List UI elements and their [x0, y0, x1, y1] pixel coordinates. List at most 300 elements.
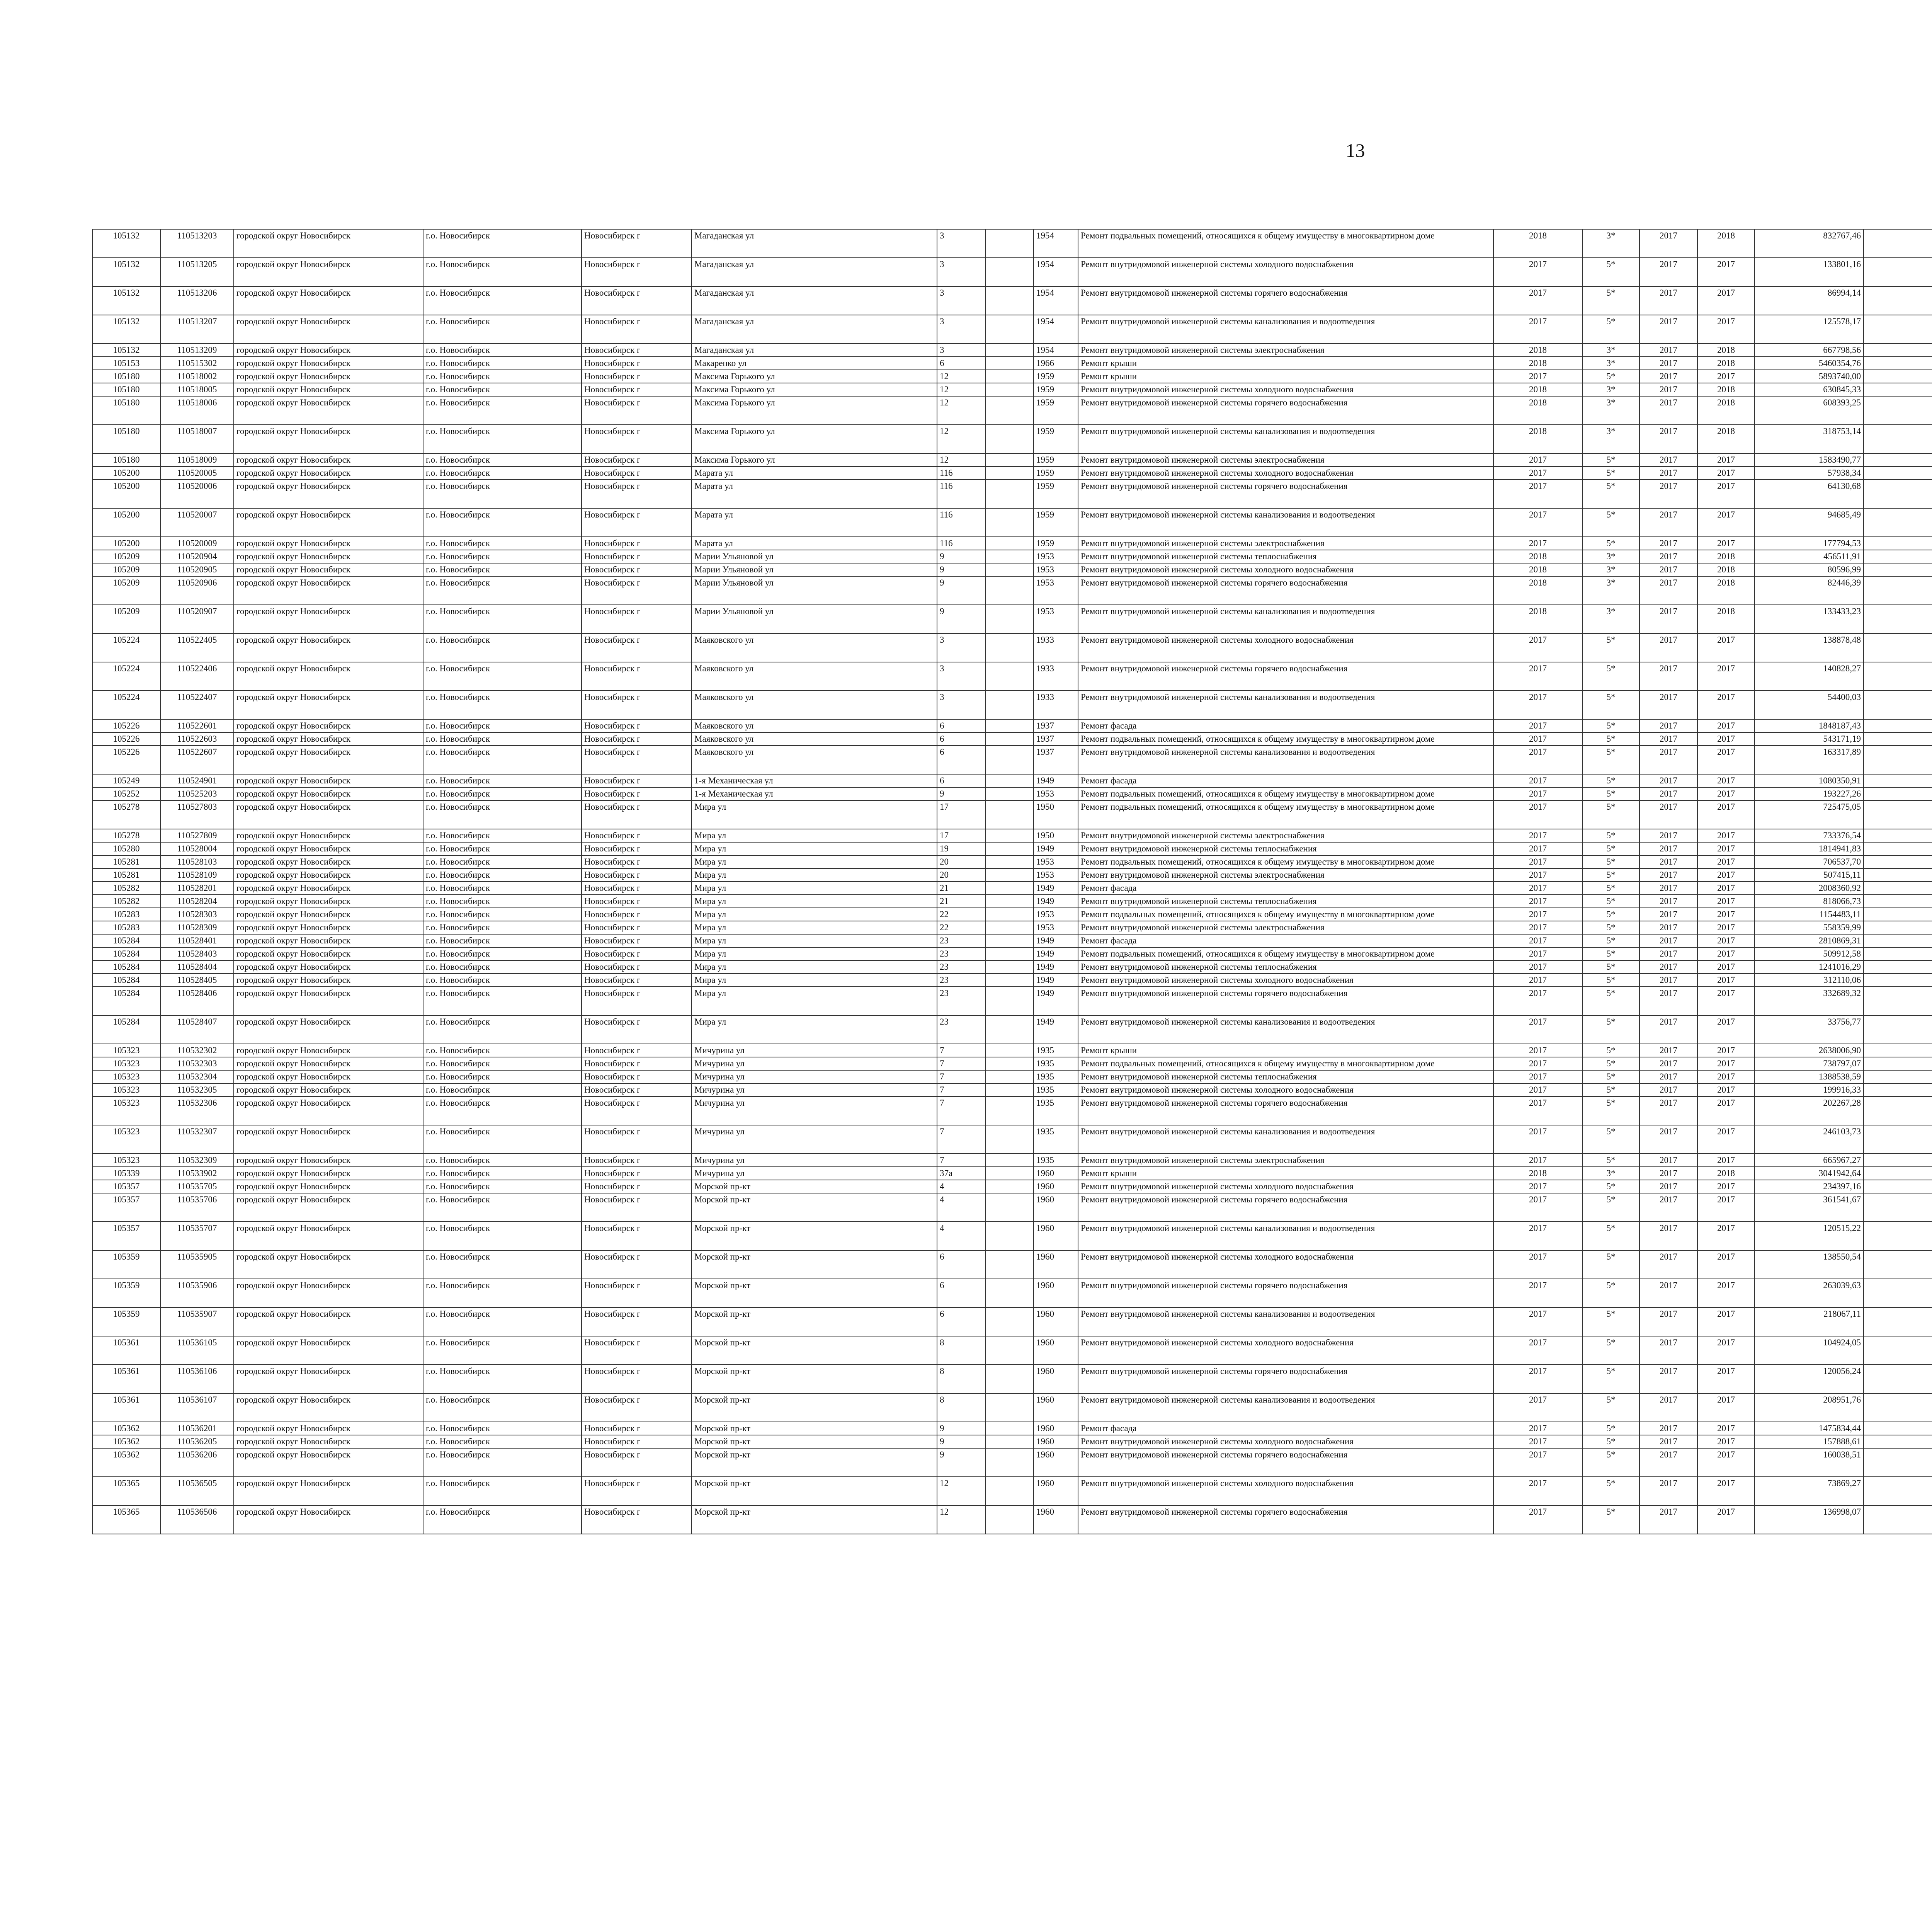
- cell-year-built: 1960: [1034, 1279, 1078, 1308]
- cell-start-year: 2017: [1639, 868, 1697, 882]
- cell-end-year: 2018: [1697, 1167, 1755, 1180]
- cell-start-year: 2017: [1639, 605, 1697, 633]
- cell-municipality: городской округ Новосибирск: [234, 550, 423, 563]
- table-row: [92, 286, 1932, 315]
- cell-locality: Новосибирск г: [582, 800, 692, 829]
- cell-category: 5*: [1582, 1057, 1639, 1070]
- cell-fund-amount: [1864, 344, 1932, 357]
- cell-category: 5*: [1582, 1365, 1639, 1393]
- cell-work-id: 110528004: [160, 842, 234, 855]
- cell-municipality: городской округ Новосибирск: [234, 576, 423, 605]
- cell-end-year: 2017: [1697, 746, 1755, 774]
- cell-building: [985, 746, 1034, 774]
- cell-locality: Новосибирск г: [582, 662, 692, 691]
- cell-locality: Новосибирск г: [582, 466, 692, 480]
- cell-plan-year: 2017: [1493, 800, 1582, 829]
- cell-year-built: 1933: [1034, 691, 1078, 719]
- cell-locality: Новосибирск г: [582, 1154, 692, 1167]
- cell-year-built: 1935: [1034, 1125, 1078, 1154]
- cell-work-type: Ремонт крыши: [1078, 1167, 1493, 1180]
- cell-start-year: 2017: [1639, 1477, 1697, 1505]
- cell-house-number: 12: [937, 453, 985, 466]
- cell-end-year: 2017: [1697, 1477, 1755, 1505]
- cell-locality: Новосибирск г: [582, 787, 692, 800]
- cell-building: [985, 1336, 1034, 1365]
- cell-municipality: городской округ Новосибирск: [234, 286, 423, 315]
- cell-total-cost: 125578,17: [1755, 315, 1864, 344]
- cell-house-number: 7: [937, 1057, 985, 1070]
- cell-house-number: 17: [937, 829, 985, 842]
- cell-street: Макаренко ул: [692, 357, 937, 370]
- cell-category: 5*: [1582, 719, 1639, 732]
- cell-district: г.о. Новосибирск: [423, 774, 582, 787]
- cell-category: 5*: [1582, 1015, 1639, 1044]
- cell-house-id: 105362: [92, 1422, 160, 1435]
- cell-year-built: 1959: [1034, 480, 1078, 508]
- cell-year-built: 1933: [1034, 662, 1078, 691]
- cell-total-cost: 507415,11: [1755, 868, 1864, 882]
- table-row: [92, 1015, 1932, 1044]
- cell-locality: Новосибирск г: [582, 1448, 692, 1477]
- table-row: [92, 774, 1932, 787]
- cell-end-year: 2018: [1697, 605, 1755, 633]
- cell-district: г.о. Новосибирск: [423, 800, 582, 829]
- cell-category: 5*: [1582, 1154, 1639, 1167]
- cell-work-id: 110520905: [160, 563, 234, 576]
- cell-work-id: 110522407: [160, 691, 234, 719]
- cell-district: г.о. Новосибирск: [423, 908, 582, 921]
- cell-municipality: городской округ Новосибирск: [234, 868, 423, 882]
- cell-work-id: 110520005: [160, 466, 234, 480]
- cell-fund-amount: [1864, 868, 1932, 882]
- cell-plan-year: 2017: [1493, 466, 1582, 480]
- cell-total-cost: 361541,67: [1755, 1193, 1864, 1222]
- cell-end-year: 2018: [1697, 563, 1755, 576]
- cell-plan-year: 2017: [1493, 987, 1582, 1015]
- cell-work-id: 110535905: [160, 1250, 234, 1279]
- cell-year-built: 1959: [1034, 383, 1078, 396]
- cell-fund-amount: [1864, 987, 1932, 1015]
- cell-street: Мира ул: [692, 908, 937, 921]
- cell-year-built: 1954: [1034, 315, 1078, 344]
- table-row: [92, 1477, 1932, 1505]
- cell-year-built: 1954: [1034, 258, 1078, 286]
- cell-work-type: Ремонт внутридомовой инженерной системы теплоснабжения: [1078, 895, 1493, 908]
- cell-plan-year: 2017: [1493, 1070, 1582, 1083]
- cell-work-type: Ремонт подвальных помещений, относящихся к общему имуществу в многоквартирном доме: [1078, 800, 1493, 829]
- cell-house-id: 105365: [92, 1477, 160, 1505]
- cell-building: [985, 774, 1034, 787]
- cell-start-year: 2017: [1639, 691, 1697, 719]
- cell-building: [985, 1193, 1034, 1222]
- table-row: [92, 855, 1932, 868]
- cell-start-year: 2017: [1639, 480, 1697, 508]
- cell-locality: Новосибирск г: [582, 855, 692, 868]
- cell-work-id: 110528407: [160, 1015, 234, 1044]
- cell-building: [985, 1279, 1034, 1308]
- cell-work-id: 110532305: [160, 1083, 234, 1096]
- cell-municipality: городской округ Новосибирск: [234, 370, 423, 383]
- cell-work-id: 110528309: [160, 921, 234, 934]
- cell-fund-amount: [1864, 383, 1932, 396]
- cell-work-type: Ремонт внутридомовой инженерной системы горячего водоснабжения: [1078, 662, 1493, 691]
- cell-end-year: 2017: [1697, 315, 1755, 344]
- cell-house-number: 9: [937, 563, 985, 576]
- cell-street: Магаданская ул: [692, 286, 937, 315]
- cell-house-id: 105361: [92, 1336, 160, 1365]
- cell-work-type: Ремонт подвальных помещений, относящихся к общему имуществу в многоквартирном доме: [1078, 787, 1493, 800]
- cell-house-id: 105200: [92, 466, 160, 480]
- cell-category: 5*: [1582, 1477, 1639, 1505]
- cell-house-id: 105284: [92, 987, 160, 1015]
- cell-building: [985, 1393, 1034, 1422]
- cell-end-year: 2017: [1697, 1125, 1755, 1154]
- cell-locality: Новосибирск г: [582, 691, 692, 719]
- cell-house-id: 105249: [92, 774, 160, 787]
- cell-street: Мичурина ул: [692, 1070, 937, 1083]
- cell-street: Морской пр-кт: [692, 1365, 937, 1393]
- cell-house-id: 105365: [92, 1505, 160, 1534]
- cell-municipality: городской округ Новосибирск: [234, 908, 423, 921]
- table-row: [92, 605, 1932, 633]
- cell-house-id: 105323: [92, 1096, 160, 1125]
- cell-fund-amount: [1864, 921, 1932, 934]
- cell-municipality: городской округ Новосибирск: [234, 1096, 423, 1125]
- cell-start-year: 2017: [1639, 396, 1697, 425]
- cell-fund-amount: [1864, 934, 1932, 947]
- cell-fund-amount: [1864, 1057, 1932, 1070]
- cell-year-built: 1937: [1034, 732, 1078, 746]
- cell-locality: Новосибирск г: [582, 1477, 692, 1505]
- cell-work-type: Ремонт внутридомовой инженерной системы горячего водоснабжения: [1078, 987, 1493, 1015]
- cell-work-id: 110536206: [160, 1448, 234, 1477]
- cell-locality: Новосибирск г: [582, 550, 692, 563]
- cell-start-year: 2017: [1639, 315, 1697, 344]
- cell-house-id: 105357: [92, 1180, 160, 1193]
- cell-house-number: 9: [937, 787, 985, 800]
- table-row: [92, 947, 1932, 960]
- cell-municipality: городской округ Новосибирск: [234, 691, 423, 719]
- cell-building: [985, 921, 1034, 934]
- cell-street: Маяковского ул: [692, 691, 937, 719]
- cell-municipality: городской округ Новосибирск: [234, 537, 423, 550]
- table-row: [92, 1222, 1932, 1250]
- cell-building: [985, 868, 1034, 882]
- cell-locality: Новосибирск г: [582, 344, 692, 357]
- cell-municipality: городской округ Новосибирск: [234, 829, 423, 842]
- cell-municipality: городской округ Новосибирск: [234, 605, 423, 633]
- cell-work-type: Ремонт крыши: [1078, 357, 1493, 370]
- cell-house-id: 105284: [92, 947, 160, 960]
- cell-municipality: городской округ Новосибирск: [234, 258, 423, 286]
- cell-fund-amount: [1864, 1070, 1932, 1083]
- cell-total-cost: 706537,70: [1755, 855, 1864, 868]
- cell-house-id: 105361: [92, 1393, 160, 1422]
- table-row: [92, 934, 1932, 947]
- cell-category: 5*: [1582, 829, 1639, 842]
- cell-end-year: 2017: [1697, 908, 1755, 921]
- cell-house-id: 105224: [92, 691, 160, 719]
- cell-year-built: 1960: [1034, 1505, 1078, 1534]
- cell-work-type: Ремонт внутридомовой инженерной системы канализования и водоотведения: [1078, 746, 1493, 774]
- cell-district: г.о. Новосибирск: [423, 1154, 582, 1167]
- cell-fund-amount: [1864, 774, 1932, 787]
- cell-house-number: 4: [937, 1193, 985, 1222]
- cell-year-built: 1953: [1034, 921, 1078, 934]
- cell-category: 5*: [1582, 1308, 1639, 1336]
- cell-street: Мира ул: [692, 974, 937, 987]
- cell-start-year: 2017: [1639, 537, 1697, 550]
- cell-work-id: 110532303: [160, 1057, 234, 1070]
- cell-plan-year: 2017: [1493, 1180, 1582, 1193]
- cell-work-id: 110520007: [160, 508, 234, 537]
- cell-district: г.о. Новосибирск: [423, 1057, 582, 1070]
- cell-fund-amount: [1864, 1393, 1932, 1422]
- cell-house-number: 9: [937, 550, 985, 563]
- cell-house-number: 12: [937, 383, 985, 396]
- cell-building: [985, 453, 1034, 466]
- cell-start-year: 2017: [1639, 908, 1697, 921]
- cell-start-year: 2017: [1639, 1435, 1697, 1448]
- cell-house-number: 23: [937, 1015, 985, 1044]
- cell-house-id: 105357: [92, 1222, 160, 1250]
- cell-work-id: 110520907: [160, 605, 234, 633]
- cell-total-cost: 456511,91: [1755, 550, 1864, 563]
- cell-start-year: 2017: [1639, 370, 1697, 383]
- cell-house-id: 105209: [92, 576, 160, 605]
- cell-district: г.о. Новосибирск: [423, 1044, 582, 1057]
- cell-start-year: 2017: [1639, 1015, 1697, 1044]
- cell-plan-year: 2018: [1493, 344, 1582, 357]
- cell-locality: Новосибирск г: [582, 480, 692, 508]
- cell-locality: Новосибирск г: [582, 921, 692, 934]
- table-row: [92, 1096, 1932, 1125]
- cell-municipality: городской округ Новосибирск: [234, 315, 423, 344]
- cell-total-cost: 73869,27: [1755, 1477, 1864, 1505]
- cell-work-id: 110535705: [160, 1180, 234, 1193]
- cell-start-year: 2017: [1639, 425, 1697, 453]
- cell-work-id: 110518007: [160, 425, 234, 453]
- cell-category: 5*: [1582, 895, 1639, 908]
- cell-total-cost: 193227,26: [1755, 787, 1864, 800]
- cell-total-cost: 80596,99: [1755, 563, 1864, 576]
- cell-total-cost: 157888,61: [1755, 1435, 1864, 1448]
- cell-house-id: 105282: [92, 882, 160, 895]
- cell-plan-year: 2017: [1493, 732, 1582, 746]
- cell-building: [985, 537, 1034, 550]
- cell-work-type: Ремонт подвальных помещений, относящихся к общему имуществу в многоквартирном доме: [1078, 855, 1493, 868]
- cell-municipality: городской округ Новосибирск: [234, 453, 423, 466]
- cell-house-number: 6: [937, 774, 985, 787]
- cell-end-year: 2017: [1697, 453, 1755, 466]
- cell-house-id: 105132: [92, 344, 160, 357]
- cell-district: г.о. Новосибирск: [423, 633, 582, 662]
- cell-house-number: 7: [937, 1125, 985, 1154]
- cell-building: [985, 829, 1034, 842]
- cell-total-cost: 120056,24: [1755, 1365, 1864, 1393]
- cell-category: 3*: [1582, 383, 1639, 396]
- cell-street: Морской пр-кт: [692, 1435, 937, 1448]
- cell-street: Маяковского ул: [692, 633, 937, 662]
- cell-fund-amount: [1864, 370, 1932, 383]
- cell-municipality: городской округ Новосибирск: [234, 662, 423, 691]
- cell-fund-amount: [1864, 974, 1932, 987]
- cell-municipality: городской округ Новосибирск: [234, 934, 423, 947]
- cell-street: Морской пр-кт: [692, 1250, 937, 1279]
- cell-work-type: Ремонт внутридомовой инженерной системы теплоснабжения: [1078, 1070, 1493, 1083]
- cell-district: г.о. Новосибирск: [423, 480, 582, 508]
- cell-work-type: Ремонт внутридомовой инженерной системы горячего водоснабжения: [1078, 1193, 1493, 1222]
- cell-year-built: 1960: [1034, 1167, 1078, 1180]
- cell-total-cost: 1848187,43: [1755, 719, 1864, 732]
- cell-year-built: 1953: [1034, 855, 1078, 868]
- cell-start-year: 2017: [1639, 662, 1697, 691]
- cell-municipality: городской округ Новосибирск: [234, 1435, 423, 1448]
- cell-total-cost: 665967,27: [1755, 1154, 1864, 1167]
- cell-work-id: 110513206: [160, 286, 234, 315]
- cell-plan-year: 2017: [1493, 882, 1582, 895]
- cell-total-cost: 312110,06: [1755, 974, 1864, 987]
- cell-district: г.о. Новосибирск: [423, 466, 582, 480]
- cell-building: [985, 662, 1034, 691]
- cell-house-id: 105284: [92, 1015, 160, 1044]
- cell-municipality: городской округ Новосибирск: [234, 1193, 423, 1222]
- cell-house-number: 12: [937, 1505, 985, 1534]
- cell-category: 5*: [1582, 934, 1639, 947]
- table-row: [92, 383, 1932, 396]
- cell-start-year: 2017: [1639, 1365, 1697, 1393]
- cell-fund-amount: [1864, 895, 1932, 908]
- cell-district: г.о. Новосибирск: [423, 974, 582, 987]
- cell-house-number: 116: [937, 466, 985, 480]
- cell-house-number: 3: [937, 662, 985, 691]
- cell-category: 5*: [1582, 974, 1639, 987]
- cell-house-number: 7: [937, 1154, 985, 1167]
- cell-category: 3*: [1582, 576, 1639, 605]
- cell-fund-amount: [1864, 1193, 1932, 1222]
- cell-district: г.о. Новосибирск: [423, 1083, 582, 1096]
- cell-end-year: 2017: [1697, 1070, 1755, 1083]
- cell-end-year: 2017: [1697, 1250, 1755, 1279]
- cell-plan-year: 2018: [1493, 605, 1582, 633]
- cell-category: 5*: [1582, 1448, 1639, 1477]
- cell-start-year: 2017: [1639, 774, 1697, 787]
- cell-total-cost: 199916,33: [1755, 1083, 1864, 1096]
- cell-house-number: 23: [937, 987, 985, 1015]
- cell-street: Морской пр-кт: [692, 1193, 937, 1222]
- cell-end-year: 2017: [1697, 633, 1755, 662]
- cell-year-built: 1949: [1034, 1015, 1078, 1044]
- cell-house-number: 12: [937, 370, 985, 383]
- cell-locality: Новосибирск г: [582, 605, 692, 633]
- cell-plan-year: 2017: [1493, 370, 1582, 383]
- cell-street: Морской пр-кт: [692, 1336, 937, 1365]
- cell-end-year: 2017: [1697, 480, 1755, 508]
- cell-work-id: 110528401: [160, 934, 234, 947]
- cell-municipality: городской округ Новосибирск: [234, 344, 423, 357]
- cell-work-type: Ремонт внутридомовой инженерной системы канализования и водоотведения: [1078, 1125, 1493, 1154]
- cell-end-year: 2017: [1697, 868, 1755, 882]
- cell-fund-amount: [1864, 719, 1932, 732]
- cell-house-id: 105323: [92, 1070, 160, 1083]
- cell-house-id: 105224: [92, 662, 160, 691]
- cell-year-built: 1937: [1034, 719, 1078, 732]
- cell-municipality: городской округ Новосибирск: [234, 746, 423, 774]
- cell-plan-year: 2017: [1493, 315, 1582, 344]
- cell-total-cost: 208951,76: [1755, 1393, 1864, 1422]
- cell-start-year: 2017: [1639, 987, 1697, 1015]
- cell-total-cost: 509912,58: [1755, 947, 1864, 960]
- cell-end-year: 2017: [1697, 882, 1755, 895]
- cell-municipality: городской округ Новосибирск: [234, 563, 423, 576]
- cell-end-year: 2017: [1697, 1222, 1755, 1250]
- cell-work-type: Ремонт внутридомовой инженерной системы горячего водоснабжения: [1078, 480, 1493, 508]
- cell-start-year: 2017: [1639, 974, 1697, 987]
- table-row: [92, 868, 1932, 882]
- cell-start-year: 2017: [1639, 787, 1697, 800]
- cell-plan-year: 2017: [1493, 1435, 1582, 1448]
- cell-fund-amount: [1864, 1167, 1932, 1180]
- cell-plan-year: 2017: [1493, 746, 1582, 774]
- cell-street: Мира ул: [692, 934, 937, 947]
- cell-street: Максима Горького ул: [692, 453, 937, 466]
- cell-district: г.о. Новосибирск: [423, 605, 582, 633]
- cell-locality: Новосибирск г: [582, 258, 692, 286]
- cell-fund-amount: [1864, 1083, 1932, 1096]
- cell-fund-amount: [1864, 882, 1932, 895]
- cell-work-type: Ремонт внутридомовой инженерной системы холодного водоснабжения: [1078, 1180, 1493, 1193]
- cell-start-year: 2017: [1639, 934, 1697, 947]
- cell-plan-year: 2017: [1493, 1336, 1582, 1365]
- cell-plan-year: 2018: [1493, 563, 1582, 576]
- cell-category: 5*: [1582, 882, 1639, 895]
- cell-district: г.о. Новосибирск: [423, 1336, 582, 1365]
- table-row: [92, 1505, 1932, 1534]
- cell-work-type: Ремонт подвальных помещений, относящихся к общему имуществу в многоквартирном доме: [1078, 732, 1493, 746]
- cell-category: 3*: [1582, 563, 1639, 576]
- cell-work-type: Ремонт внутридомовой инженерной системы теплоснабжения: [1078, 960, 1493, 974]
- cell-municipality: городской округ Новосибирск: [234, 800, 423, 829]
- cell-fund-amount: [1864, 576, 1932, 605]
- cell-work-id: 110536505: [160, 1477, 234, 1505]
- cell-end-year: 2017: [1697, 1448, 1755, 1477]
- table-row: [92, 1180, 1932, 1193]
- cell-fund-amount: [1864, 662, 1932, 691]
- cell-end-year: 2017: [1697, 974, 1755, 987]
- cell-year-built: 1960: [1034, 1477, 1078, 1505]
- cell-municipality: городской округ Новосибирск: [234, 383, 423, 396]
- cell-plan-year: 2017: [1493, 974, 1582, 987]
- cell-house-id: 105362: [92, 1435, 160, 1448]
- cell-street: Морской пр-кт: [692, 1448, 937, 1477]
- cell-plan-year: 2017: [1493, 1505, 1582, 1534]
- cell-locality: Новосибирск г: [582, 1044, 692, 1057]
- cell-start-year: 2017: [1639, 286, 1697, 315]
- cell-end-year: 2018: [1697, 344, 1755, 357]
- cell-total-cost: 738797,07: [1755, 1057, 1864, 1070]
- cell-building: [985, 842, 1034, 855]
- cell-start-year: 2017: [1639, 1180, 1697, 1193]
- cell-house-number: 23: [937, 947, 985, 960]
- cell-locality: Новосибирск г: [582, 960, 692, 974]
- cell-house-number: 9: [937, 1422, 985, 1435]
- cell-district: г.о. Новосибирск: [423, 787, 582, 800]
- table-row: [92, 315, 1932, 344]
- cell-building: [985, 370, 1034, 383]
- cell-end-year: 2017: [1697, 1505, 1755, 1534]
- cell-fund-amount: [1864, 1250, 1932, 1279]
- cell-house-id: 105284: [92, 974, 160, 987]
